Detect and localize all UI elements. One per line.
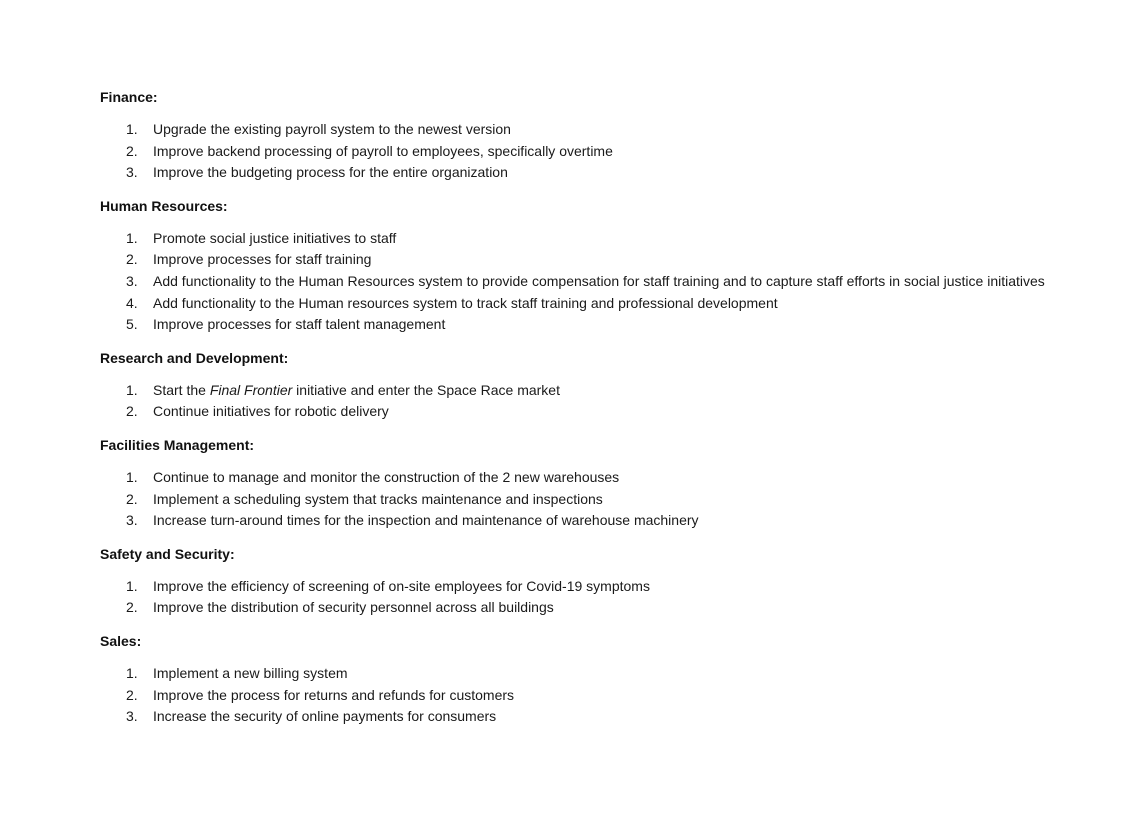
- list-item-text: Implement a scheduling system that tracks maintenance and inspections: [153, 490, 603, 507]
- list-item-text: Improve the budgeting process for the entire organization: [153, 164, 508, 181]
- list-number: 1.: [126, 577, 138, 594]
- list-number: 1.: [126, 381, 138, 398]
- section-heading: Sales:: [100, 632, 142, 649]
- list-number: 5.: [126, 316, 138, 333]
- list-item: [100, 162, 1090, 184]
- section-heading: Safety and Security:: [100, 545, 235, 562]
- numbered-list: [100, 380, 1090, 423]
- list-item-text: [153, 380, 1090, 402]
- list-item: [100, 685, 1090, 707]
- list-number: 2.: [126, 403, 138, 420]
- list-item-text: Upgrade the existing payroll system to the newest version: [153, 121, 511, 137]
- list-item: [100, 510, 1090, 532]
- section-safety-and-security: [100, 543, 1090, 619]
- list-item: [100, 314, 1090, 336]
- list-item-text: Improve the distribution of security personnel across all buildings: [153, 599, 554, 616]
- list-number: 1.: [126, 121, 138, 137]
- numbered-list: [100, 228, 1090, 336]
- list-item-text: Continue initiatives for robotic delivery: [153, 403, 389, 420]
- list-number: 2.: [126, 251, 138, 268]
- numbered-list: [100, 467, 1090, 532]
- list-item: [100, 119, 1090, 141]
- list-item: [100, 663, 1090, 685]
- list-item-text: Add functionality to the Human resources system to track staff training and professional development: [153, 294, 778, 311]
- list-item-text: Implement a new billing system: [153, 664, 348, 681]
- numbered-list: [100, 119, 1090, 184]
- section-finance: [100, 86, 1090, 184]
- list-item: [100, 249, 1090, 271]
- list-item-text: Continue to manage and monitor the construction of the 2 new warehouses: [153, 468, 620, 485]
- list-item: [100, 467, 1090, 489]
- list-item: [100, 293, 1090, 315]
- list-item-text: Increase the security of online payments for consumers: [153, 708, 497, 725]
- list-item: [100, 380, 1090, 402]
- section-sales: [100, 630, 1090, 728]
- numbered-list: [100, 576, 1090, 619]
- text-segment: initiative and enter the Space Race market: [292, 381, 560, 398]
- section-research-and-development: [100, 347, 1090, 423]
- italic-title: Final Frontier: [209, 381, 293, 398]
- list-number: 4.: [126, 294, 138, 311]
- list-number: 2.: [126, 490, 138, 507]
- list-item-text: Improve backend processing of payroll to employees, specifically overtime: [153, 142, 613, 159]
- list-number: 2.: [126, 686, 138, 703]
- document-body: [100, 86, 1090, 739]
- list-number: 3.: [126, 164, 138, 181]
- list-number: 3.: [126, 272, 138, 289]
- list-number: 1.: [126, 664, 138, 681]
- list-number: 1.: [126, 229, 138, 246]
- text-segment: Start the: [153, 381, 210, 398]
- section-human-resources: [100, 195, 1090, 336]
- list-item: [100, 401, 1090, 423]
- list-item-text: Improve processes for staff training: [153, 251, 372, 268]
- list-item-text: Increase turn-around times for the inspection and maintenance of warehouse machinery: [153, 512, 699, 529]
- list-item-text: Improve the process for returns and refunds for customers: [153, 686, 515, 703]
- list-item: [100, 597, 1090, 619]
- list-number: 3.: [126, 512, 138, 529]
- section-facilities-management: [100, 434, 1090, 532]
- list-item-text: Promote social justice initiatives to staff: [153, 229, 397, 246]
- numbered-list: [100, 663, 1090, 728]
- list-item: [100, 576, 1090, 598]
- list-item: [100, 706, 1090, 728]
- section-heading: Research and Development:: [100, 349, 289, 366]
- section-heading: Facilities Management:: [100, 436, 255, 453]
- section-heading: Human Resources:: [100, 197, 228, 214]
- list-item: [100, 141, 1090, 163]
- list-item-text: Improve processes for staff talent management: [153, 316, 446, 333]
- list-item: [100, 228, 1090, 250]
- list-number: 3.: [126, 708, 138, 725]
- list-number: 1.: [126, 468, 138, 485]
- list-number: 2.: [126, 142, 138, 159]
- list-item-text: Add functionality to the Human Resources system to provide compensation for staff training and to capture staff efforts in social justice initiatives: [153, 272, 1045, 289]
- list-item-text: Improve the efficiency of screening of on-site employees for Covid-19 symptoms: [153, 577, 650, 594]
- list-number: 2.: [126, 599, 138, 616]
- list-item: [100, 271, 1090, 293]
- list-item: [100, 489, 1090, 511]
- section-heading: Finance:: [100, 89, 158, 105]
